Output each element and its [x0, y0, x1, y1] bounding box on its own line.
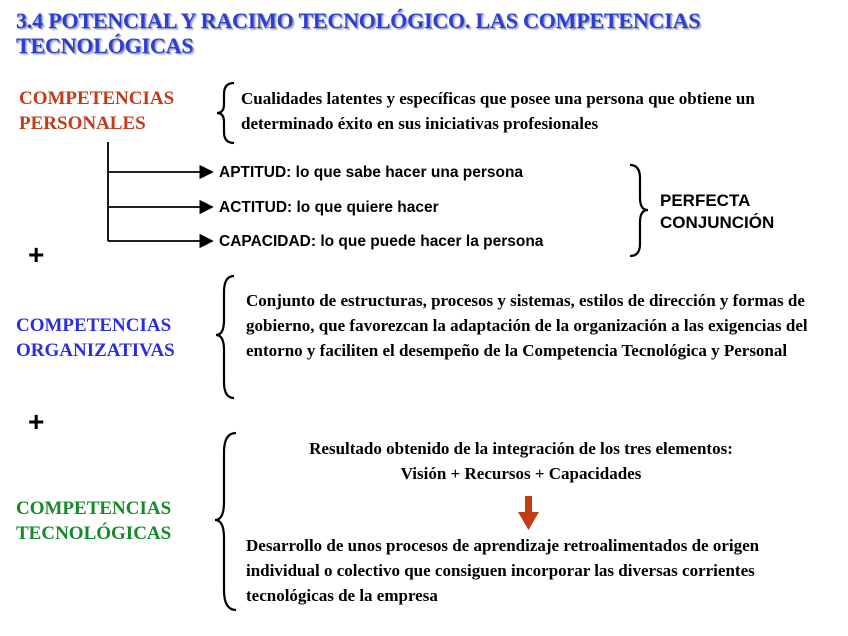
tecnologicas-result — [236, 436, 806, 486]
label-tecnologicas-line1: COMPETENCIAS — [16, 498, 172, 519]
item-actitud-text: : lo que quiere hacer — [287, 199, 439, 216]
label-tecnologicas-line2: TECNOLÓGICAS — [16, 523, 172, 544]
result-line1: Resultado obtenido de la integración de los tres elementos: — [309, 439, 733, 458]
conjuncion-line1: PERFECTA — [660, 191, 751, 210]
page-title-line1: 3.4 POTENCIAL Y RACIMO TECNOLÓGICO. LAS COMPETENCIAS — [16, 8, 701, 33]
down-arrow-icon — [518, 496, 539, 530]
label-personales-line1: COMPETENCIAS — [19, 88, 175, 109]
plus-sign-1: + — [28, 239, 45, 270]
organizativas-description: Conjunto de estructuras, procesos y sistemas, estilos de dirección y formas de gobierno, que favorezcan la adaptación de la organización a las exigencias del entorno y faciliten el desempeño de la Competencia Tecnológica y Personal — [246, 291, 808, 360]
label-organizativas-line2: ORGANIZATIVAS — [16, 340, 175, 361]
item-aptitud — [219, 163, 523, 183]
tecnologicas-description: Desarrollo de unos procesos de aprendizaje retroalimentados de origen individual o colectivo que consiguen incorporar las diversas corrientes tecnológicas de la empresa — [246, 536, 760, 605]
brace-tecnologicas — [215, 433, 236, 610]
item-actitud-term: ACTITUD — [219, 199, 288, 216]
brace-conjuncion — [630, 165, 648, 256]
item-capacidad — [219, 232, 543, 252]
plus-sign-2: + — [28, 406, 45, 437]
result-line2: Visión + Recursos + Capacidades — [400, 464, 642, 483]
label-competencias-tecnologicas — [16, 496, 171, 546]
item-actitud — [219, 198, 439, 218]
label-competencias-personales — [19, 86, 174, 136]
label-organizativas-line1: COMPETENCIAS — [16, 315, 172, 336]
item-aptitud-text: : lo que sabe hacer una persona — [286, 164, 524, 181]
brace-personales — [217, 83, 234, 143]
item-capacidad-text: : lo que puede hacer la persona — [310, 233, 544, 250]
personales-description: Cualidades latentes y específicas que posee una persona que obtiene un determinado éxito en sus iniciativas profesionales — [241, 89, 755, 133]
item-aptitud-term: APTITUD — [219, 164, 287, 181]
item-capacidad-term: CAPACIDAD — [219, 233, 311, 250]
page-title-line2: TECNOLÓGICAS — [16, 33, 194, 58]
brace-organizativas — [216, 276, 234, 398]
conjuncion-line2: CONJUNCIÓN — [660, 213, 775, 232]
label-competencias-organizativas — [16, 313, 175, 363]
label-personales-line2: PERSONALES — [19, 113, 146, 134]
perfecta-conjuncion — [660, 190, 774, 234]
